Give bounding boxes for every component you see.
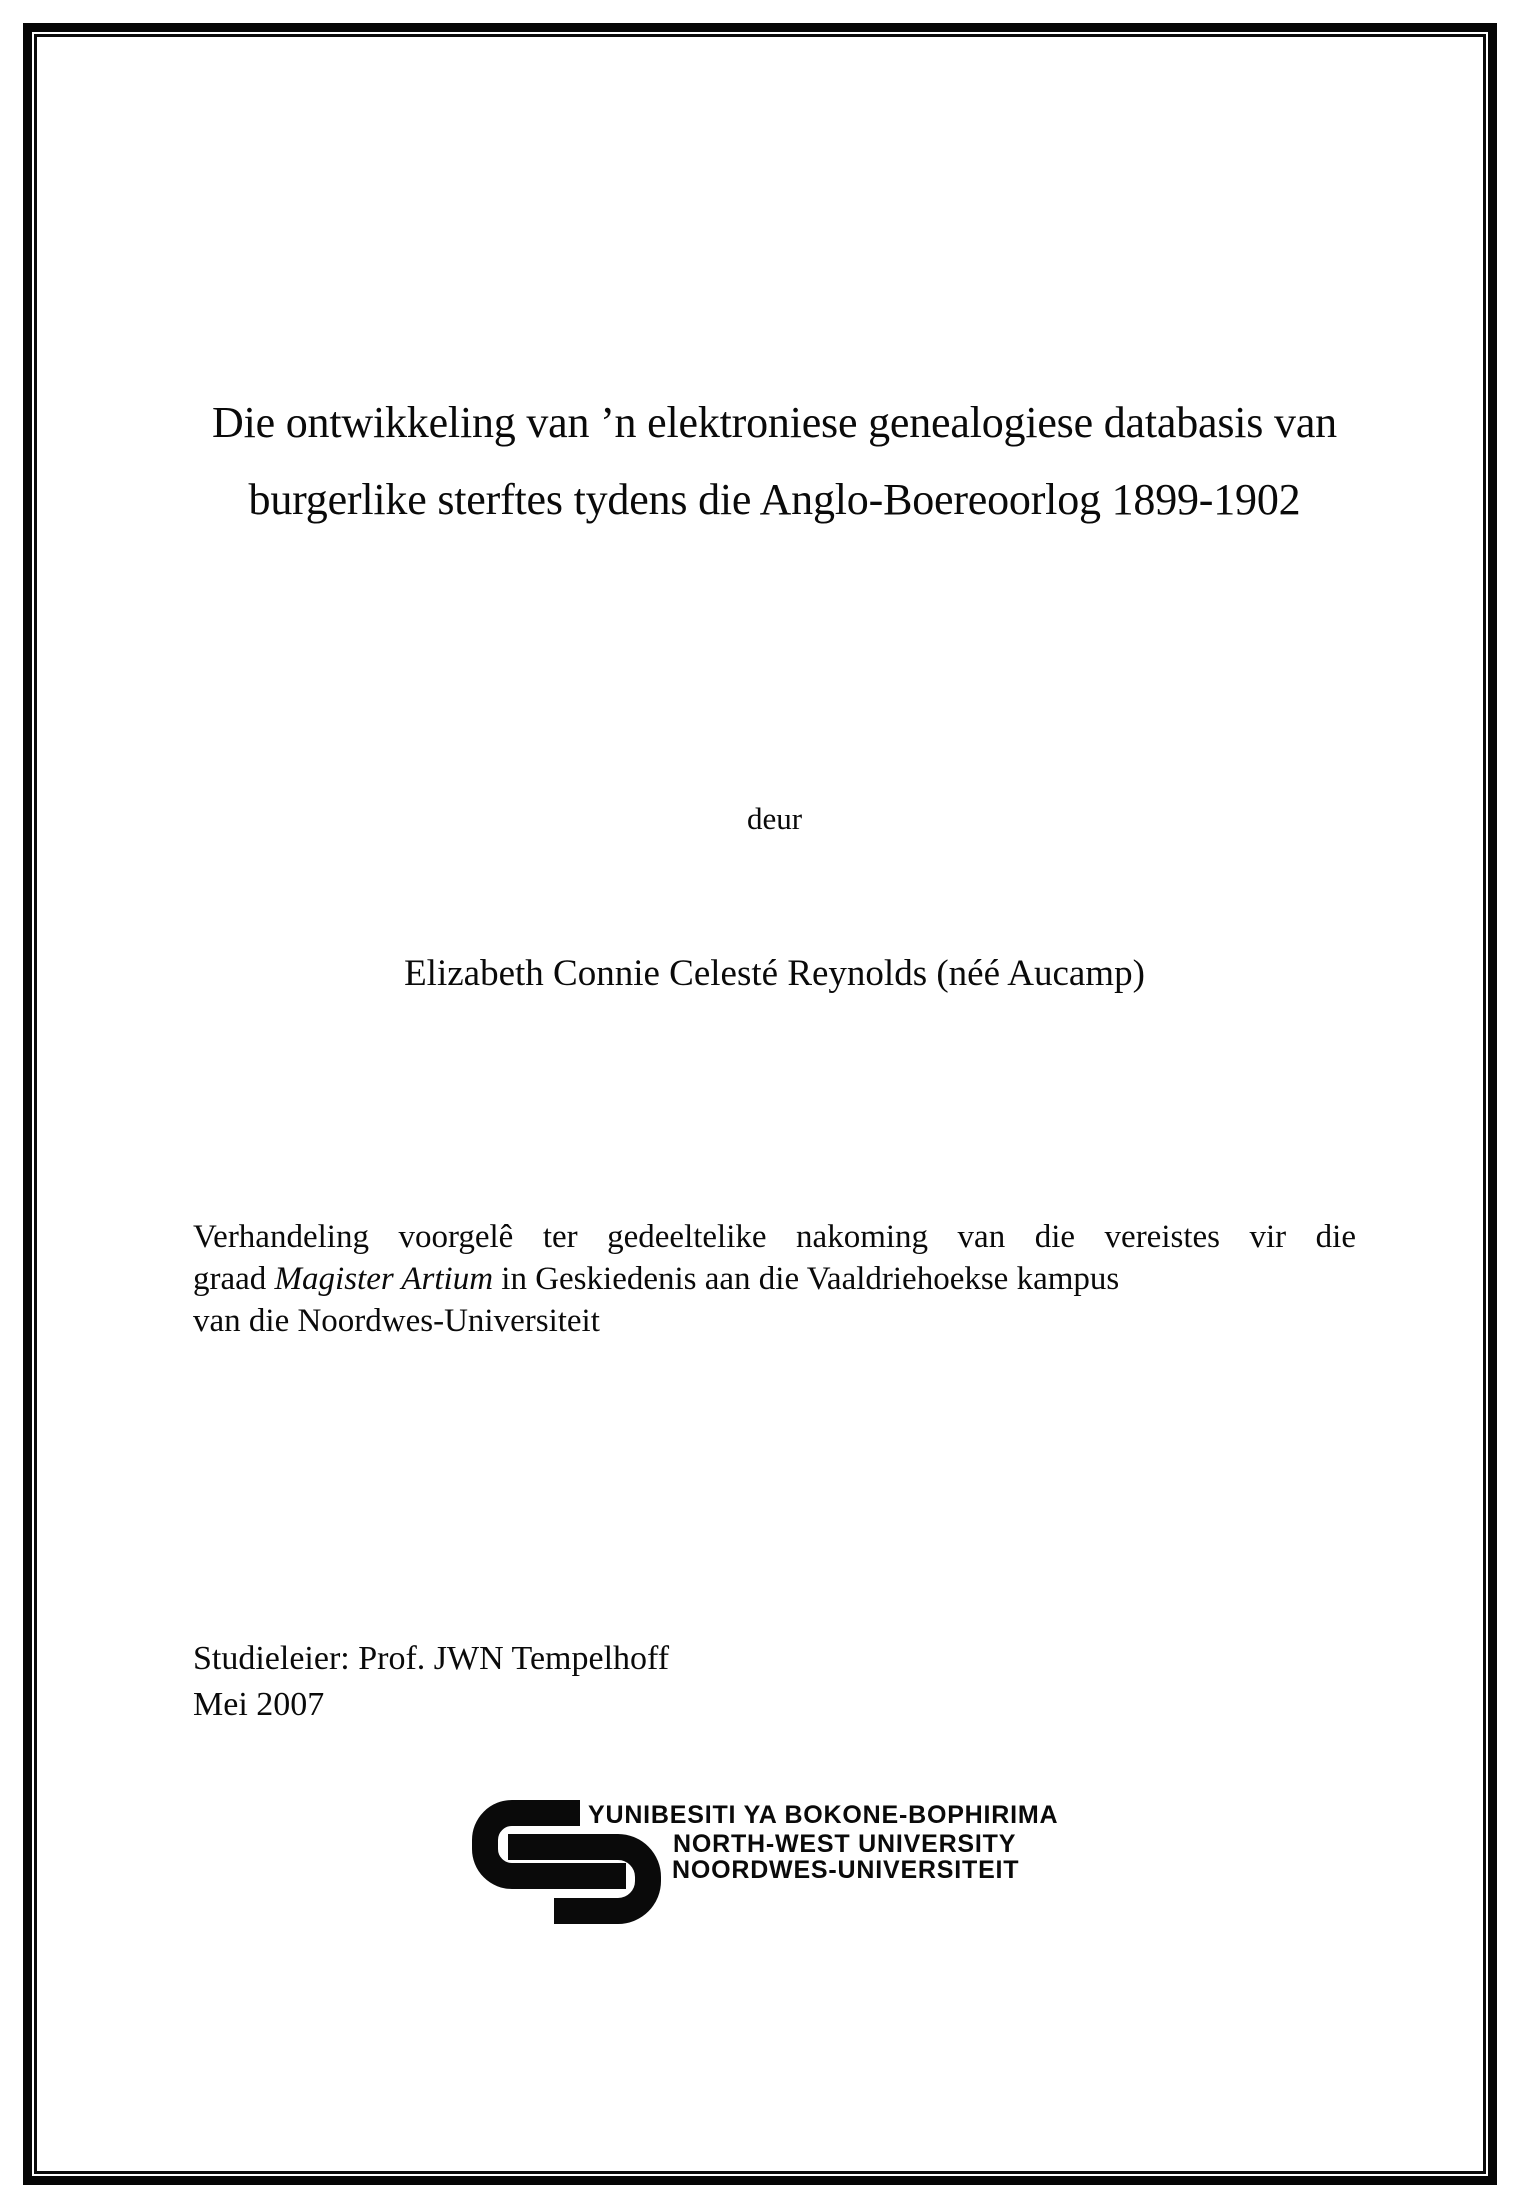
- logo-line-afrikaans: NOORDWES-UNIVERSITEIT: [672, 1856, 1020, 1884]
- author-name: Elizabeth Connie Celesté Reynolds (néé Aucamp): [404, 953, 1145, 994]
- supervisor-block: [193, 1636, 1356, 1728]
- byline-deur: deur: [746, 801, 803, 836]
- title-line-2: burgerlike sterftes tydens die Anglo-Boereoorlog 1899-1902: [248, 475, 1301, 524]
- date-line: Mei 2007: [193, 1686, 325, 1723]
- statement-line-2-post: in Geskiedenis aan die Vaaldriehoekse kampus: [493, 1261, 1120, 1297]
- statement-line-1: Verhandeling voorgelê ter gedeeltelike nakoming van die vereistes vir die: [193, 1219, 1356, 1255]
- statement-line-2-pre: graad: [193, 1261, 275, 1297]
- statement-line-3: van die Noordwes-Universiteit: [193, 1303, 600, 1339]
- statement-line-2: [193, 1258, 1356, 1300]
- degree-statement: [193, 1216, 1356, 1342]
- logo-line-setswana: YUNIBESITI YA BOKONE-BOPHIRIMA: [588, 1801, 1059, 1829]
- logo-line-english: NORTH-WEST UNIVERSITY: [673, 1830, 1017, 1858]
- supervisor-line: Studieleier: Prof. JWN Tempelhoff: [193, 1640, 670, 1677]
- thesis-title: [193, 384, 1356, 538]
- magister-artium-italic: Magister Artium: [274, 1261, 494, 1297]
- title-line-1: Die ontwikkeling van ’n elektroniese genealogiese databasis van: [212, 398, 1337, 447]
